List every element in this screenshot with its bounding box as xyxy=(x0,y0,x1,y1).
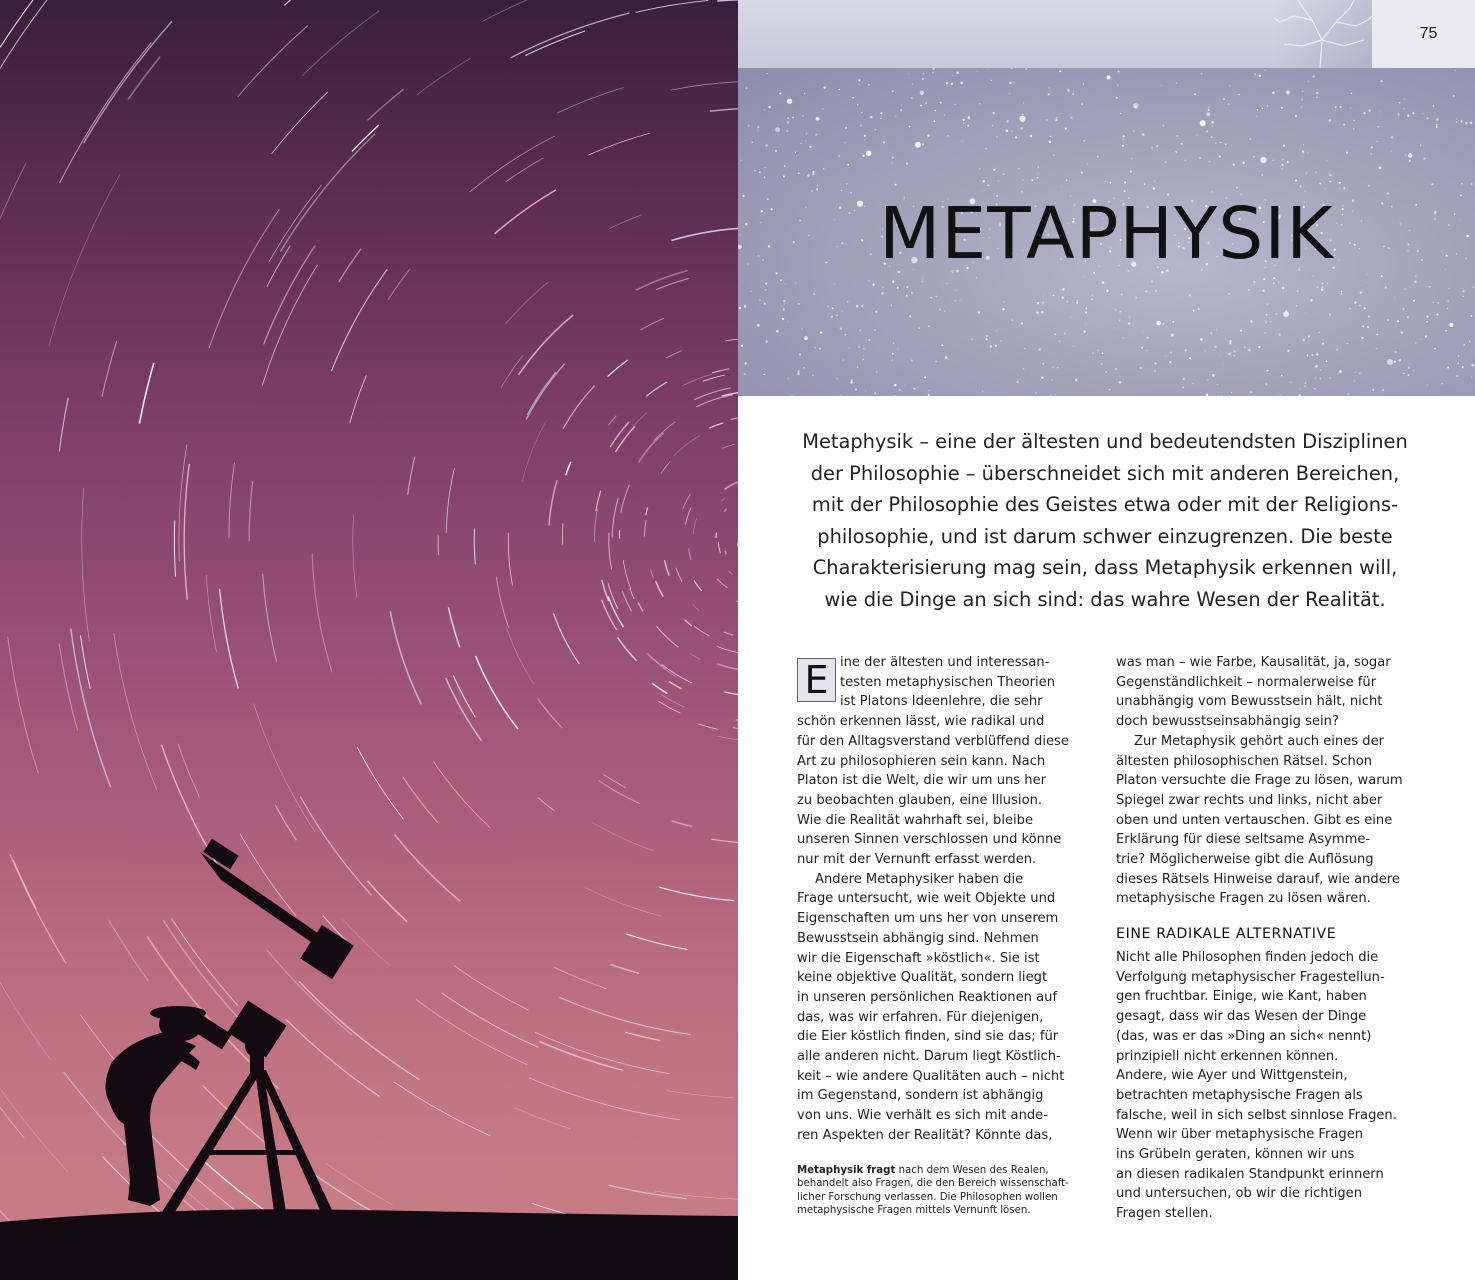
body-line: was man – wie Farbe, Kausalität, ja, sogar xyxy=(1116,655,1391,670)
intro-line: Charakterisierung mag sein, dass Metaphysik erkennen will, xyxy=(812,556,1398,579)
body-line: von uns. Wie verhält es sich mit ande- xyxy=(797,1108,1048,1124)
caption-line: metaphysische Fragen mittels Vernunft lösen. xyxy=(797,1204,1031,1216)
body-line: ältesten philosophischen Rätsel. Schon xyxy=(1116,753,1373,769)
body-line: zu beobachten glauben, eine Illusion. xyxy=(797,792,1043,808)
body-line: Zur Metaphysik gehört auch eines der xyxy=(1134,733,1385,749)
caption-text: nach dem Wesen des Realen, xyxy=(895,1165,1049,1176)
body-line: Erklärung für diese seltsame Asymme- xyxy=(1116,832,1371,848)
body-line: ine der ältesten und interessan- xyxy=(840,655,1050,670)
body-line: (das, was er das »Ding an sich« nennt) xyxy=(1116,1028,1372,1044)
body-column-right-section xyxy=(1116,948,1416,1224)
body-line: Andere, wie Ayer und Wittgenstein, xyxy=(1116,1068,1348,1084)
caption-line: licher Forschung verlassen. Die Philosophen wollen xyxy=(797,1191,1058,1203)
body-line: falsche, weil in sich selbst sinnlose Fragen. xyxy=(1116,1107,1397,1123)
body-line: Fragen stellen. xyxy=(1116,1206,1213,1222)
body-line: Gegenständlichkeit – normalerweise für xyxy=(1116,674,1377,690)
drop-cap: E xyxy=(797,658,836,702)
body-line: prinzipiell nicht erkennen können. xyxy=(1116,1048,1339,1064)
body-line: Eigenschaften um uns her von unserem xyxy=(797,911,1059,927)
body-line: ist Platons Ideenlehre, die sehr xyxy=(840,694,1043,710)
body-line: für den Alltagsverstand verblüffend diese xyxy=(797,733,1069,749)
page-number: 75 xyxy=(1372,0,1475,68)
body-line: Spiegel zwar rechts und links, nicht aber xyxy=(1116,792,1383,808)
body-line: Wie die Realität wahrhaft sei, bleibe xyxy=(797,812,1034,828)
section-heading: EINE RADIKALE ALTERNATIVE xyxy=(1116,926,1337,942)
body-line: metaphysische Fragen zu lösen wären. xyxy=(1116,891,1371,907)
caption-bold: Metaphysik fragt xyxy=(797,1165,896,1176)
body-line: dieses Rätsels Hinweise darauf, wie andere xyxy=(1116,871,1400,887)
chapter-title: METAPHYSIK xyxy=(879,192,1334,275)
body-line: Wenn wir über metaphysische Fragen xyxy=(1116,1127,1364,1143)
body-line: keit – wie andere Qualitäten auch – nicht xyxy=(797,1068,1065,1084)
body-line: Bewusstsein abhängig sind. Nehmen xyxy=(797,930,1039,946)
body-line: Nicht alle Philosophen finden jedoch die xyxy=(1116,950,1379,965)
body-line: schön erkennen lässt, wie radikal und xyxy=(797,714,1045,730)
body-column-right xyxy=(1116,653,1416,909)
caption-line xyxy=(797,1164,1097,1177)
body-line: ins Grübeln geraten, können wir uns xyxy=(1116,1147,1355,1163)
body-line: Platon ist die Welt, die wir um uns her xyxy=(797,773,1047,789)
body-line: betrachten metaphysische Fragen als xyxy=(1116,1087,1363,1103)
body-line: testen metaphysischen Theorien xyxy=(840,674,1056,690)
body-line: oben und unten vertauschen. Gibt es eine xyxy=(1116,812,1393,828)
body-line: an diesen radikalen Standpunkt erinnern xyxy=(1116,1166,1384,1182)
body-line: und untersuchen, ob wir die richtigen xyxy=(1116,1186,1363,1202)
photo-caption xyxy=(797,1164,1097,1217)
body-line: wir die Eigenschaft »köstlich«. Sie ist xyxy=(797,950,1040,966)
body-line: Andere Metaphysiker haben die xyxy=(815,871,1024,887)
body-line: Platon versuchte die Frage zu lösen, warum xyxy=(1116,773,1403,789)
intro-line: wie die Dinge an sich sind: das wahre Wesen der Realität. xyxy=(824,587,1386,611)
tree-thumbnail xyxy=(1272,0,1372,68)
body-line: doch bewusstseinsabhängig sein? xyxy=(1116,714,1339,730)
body-line: gen fruchtbar. Einige, wie Kant, haben xyxy=(1116,989,1367,1005)
body-line: nur mit der Vernunft erfasst werden. xyxy=(797,852,1037,868)
body-line: keine objektive Qualität, sondern liegt xyxy=(797,970,1048,986)
body-line: gesagt, dass wir das Wesen der Dinge xyxy=(1116,1009,1367,1025)
caption-line: behandelt also Fragen, die den Bereich wissenschaft- xyxy=(797,1178,1069,1190)
intro-paragraph xyxy=(770,426,1440,615)
intro-line: mit der Philosophie des Geistes etwa oder mit der Religions- xyxy=(811,493,1399,516)
body-line: Verfolgung metaphysischer Fragestellun- xyxy=(1116,969,1385,985)
body-line: unabhängig vom Bewusstsein hält, nicht xyxy=(1116,694,1383,710)
intro-line: Metaphysik – eine der ältesten und bedeutendsten Disziplinen xyxy=(802,430,1408,453)
intro-line: philosophie, und ist darum schwer einzugrenzen. Die beste xyxy=(817,524,1393,548)
body-column-left xyxy=(797,653,1097,1146)
body-line: trie? Möglicherweise gibt die Auflösung xyxy=(1116,852,1374,868)
body-line: alle anderen nicht. Darum liegt Köstlich- xyxy=(797,1049,1061,1065)
body-line: Frage untersucht, wie weit Objekte und xyxy=(797,891,1056,907)
body-line: in unseren persönlichen Reaktionen auf xyxy=(797,989,1058,1005)
body-line: ren Aspekten der Realität? Könnte das, xyxy=(797,1127,1053,1143)
body-line: die Eier köstlich finden, sind sie das; für xyxy=(797,1029,1059,1045)
body-line: unseren Sinnen verschlossen und könne xyxy=(797,832,1062,848)
intro-line: der Philosophie – überschneidet sich mit anderen Bereichen, xyxy=(810,461,1400,485)
body-line: im Gegenstand, sondern ist abhängig xyxy=(797,1088,1044,1104)
body-line: das, was wir erfahren. Für diejenigen, xyxy=(797,1009,1044,1025)
body-line: Art zu philosophieren sein kann. Nach xyxy=(797,753,1046,769)
